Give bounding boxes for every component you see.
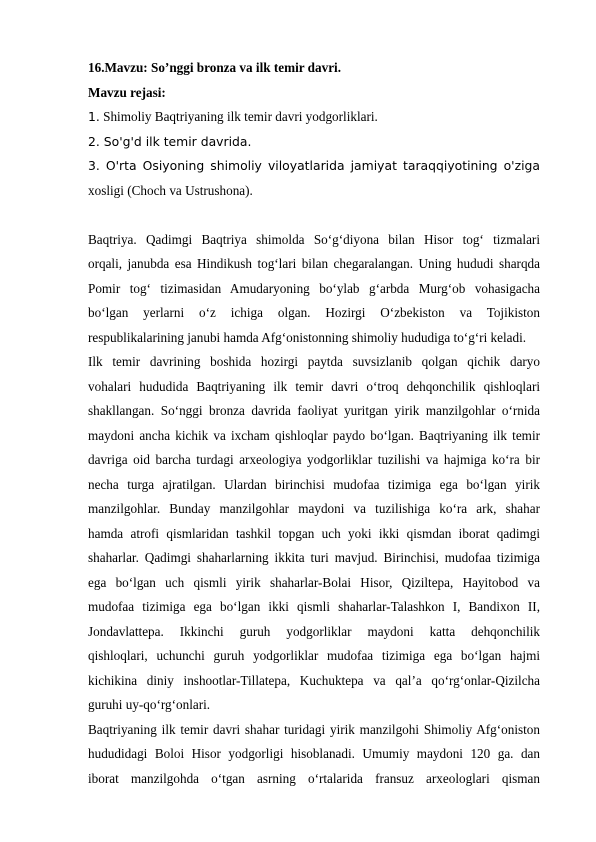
body-line: mudofaa tizimiga ega bo‘lgan ikki qismli shaharlar-Talashkon I, Bandixon II, (88, 599, 540, 614)
body-line: Baqtriya. Qadimgi Baqtriya shimolda So‘g‘diyona bilan Hisor tog‘ tizmalari (88, 231, 540, 247)
plan-item-2 (88, 130, 540, 155)
plan-item-text: Shimoliy Baqtriyaning ilk temir davri yodgorliklari. (99, 109, 378, 124)
body-line: hamda atrofi qismlaridan tashkil topgan uch yoki ikki qismdan iborat qadimgi (88, 525, 540, 541)
plan-item-text: O'rta Osiyoning shimoliy viloyatlarida jamiyat taraqqiyotining o'ziga (99, 158, 540, 173)
body-line: iborat manzilgohda o‘tgan asrning o‘rtalarida fransuz arxeologlari qisman (88, 770, 540, 786)
body-line: hududidagi Boloi Hisor yodgorligi hisoblanadi. Umumiy maydoni 120 ga. dan (88, 746, 540, 761)
body-line: shaharlar. Qadimgi shaharlarning ikkita turi mavjud. Birinchisi, mudofaa tizimiga (88, 550, 540, 565)
body-line: respublikalarining janubi hamda Afg‘onistonning shimoliy hududiga to‘g‘ri keladi. (88, 329, 527, 345)
plan-heading: Mavzu rejasi: (88, 84, 166, 100)
body-line: bo‘lgan yerlarni o‘z ichiga olgan. Hozirgi O‘zbekiston va Tojikiston (88, 305, 540, 320)
body-line: Ilk temir davrining boshida hozirgi paytda suvsizlanib qolgan qichik daryo (88, 354, 540, 369)
body-line: vohalari hududida Baqtriyaning ilk temir davri o‘troq dehqonchilik qishloqlari (88, 378, 540, 394)
body-line: kichikina diniy inshootlar-Tillatepa, Kuchuktepa va qal’a qo‘rg‘onlar-Qizilcha (88, 672, 540, 688)
body-line: ega bo‘lgan uch qismli yirik shaharlar-Bolai Hisor, Qiziltepa, Hayitobod va (88, 574, 540, 590)
plan-item-number: 3. (88, 158, 100, 173)
plan-item-number: 2. (88, 133, 100, 149)
plan-item-3 (88, 154, 540, 179)
body-line: davriga oid barcha turdagi arxeologiya yodgorliklar tuzilishi va hajmiga ko‘ra bir (88, 452, 540, 467)
body-text (88, 228, 540, 792)
body-line: Pomir tog‘ tizimasidan Amudaryoning bo‘ylab g‘arbda Murg‘ob vohasigacha (88, 280, 540, 296)
body-line: orqali, janubda esa Hindikush tog‘lari bilan chegaralangan. Uning hududi sharqda (88, 256, 540, 271)
plan-item-3-continuation: xosligi (Choch va Ustrushona). (88, 182, 253, 198)
plan-item-text: So'g'd ilk temir davrida. (99, 133, 252, 149)
plan-item-1 (88, 105, 540, 130)
body-line: guruhi uy-qo‘rg‘onlari. (88, 697, 211, 712)
paragraph-spacer (88, 203, 540, 228)
plan-item-number: 1. (88, 109, 100, 124)
body-line: Jondavlattepa. Ikkinchi guruh yodgorliklar maydoni katta dehqonchilik (88, 623, 540, 639)
body-line: maydoni ancha kichik va ixcham qishloqlar paydo bo‘lgan. Baqtriyaning ilk temir (88, 427, 540, 443)
body-line: shakllangan. So‘nggi bronza davrida faoliyat yuritgan yirik manzilgohlar o‘rnida (88, 403, 540, 418)
body-line: Baqtriyaning ilk temir davri shahar turidagi yirik manzilgohi Shimoliy Afg‘oniston (88, 721, 540, 737)
body-line: necha turga ajratilgan. Ulardan birinchisi mudofaa tizimiga ega bo‘lgan yirik (88, 476, 540, 492)
body-line: qishloqlari, uchunchi guruh yodgorliklar mudofaa tizimiga ega bo‘lgan hajmi (88, 648, 540, 663)
topic-title: 16.Mavzu: So’nggi bronza va ilk temir davri. (88, 60, 342, 75)
body-line: manzilgohlar. Bunday manzilgohlar maydoni va tuzilishiga ko‘ra ark, shahar (88, 501, 540, 516)
